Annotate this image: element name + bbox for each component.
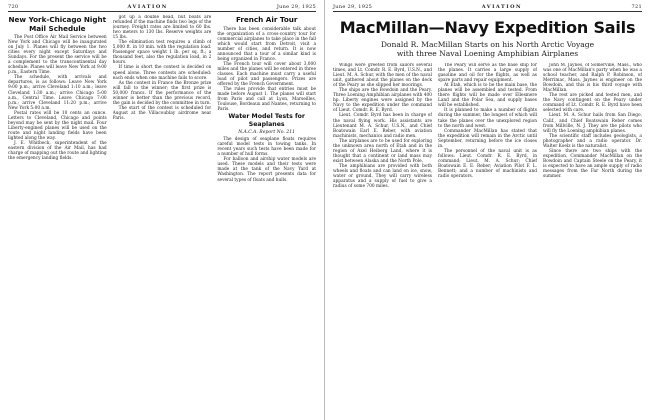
feature-subtitle [333,40,642,58]
paragraph: For balloon and airship water models are used. These models and their tests were made at the tank of the Navy Yard at Washington. The report presents data for several types of floats and hulls. [217,157,317,183]
paragraph: John M. Jaynes, of Somerville, Mass., who was one of MacMillan's party when he was a school teacher, and Ralph P. Robinson, of Merrimac, Mass. Jaynes is engineer on the Bowdoin, and this is his third voyage with MacMillan. [543,63,642,94]
paragraph: The rules provide that entries must be made before August 1. The planes will start from Paris and call at Lyon, Marseilles, Toulouse, Bordeaux and Nantes, returning to Paris. [217,87,317,113]
running-header-left [8,4,316,12]
paragraph: The amphibians are provided with both wheels and floats and can land on ice, snow, water or ground. They will carry wireless apparatus and a supply of fuel to give a radius of some 700 miles. [333,163,432,190]
feature-title: MacMillan—Navy Expedition Sails [339,18,636,37]
paragraph: J. E. Whitbeck, superintendent of the eastern division of the Air Mail, has had charge of mapping out the route and lighting the emergency landing fields. [8,140,107,162]
paragraph: The personnel of the naval unit is as follows: Lieut. Comdr. R. E. Byrd, in command; Lieut. M. A. Schur; Chief Boatswain E. E. Reber; Aviation Pilot F. L. Bennett; and a number of machinists and radio operators. [438,148,537,180]
left-column-3 [217,15,316,420]
paragraph: The elimination test requires a climb of 5,000 ft. in 10 min. with the regulation load. Passenger space weight 1 lb. per sq. ft.; a thousand feet, also the regulation load, in 2 hours. [112,40,212,66]
paragraph: Postal rates will be 10 cents an ounce. Letters to Cleveland, Chicago and points beyond may be sent by the night mail. Four Liberty-engined planes will be used on the route and night landing fields have been lighted along the way. [8,110,107,141]
paragraph: Commander MacMillan has stated that the expedition will remain in the Arctic until September, returning before the ice closes in. [438,128,537,149]
paragraph: The airplanes are to be used for exploring the unknown area north of Etah and in the region of Axel Heiberg Land, where it is thought that a continent or land mass may exist between Alaska and the North Pole. [333,138,432,164]
right-page [325,0,650,420]
paragraph: The ships are the Bowdoin and the Peary. Three Loening Amphibian airplanes with 400 hp. Liberty engines were assigned by the Navy to the expedition under the command of Lieut. Comdr. R. E. Byrd. [333,88,432,114]
paragraph: The Post Office Air Mail Service between New York and Chicago will be inaugurated on July 1. Planes will fly between the two cities every night except Saturdays and Sundays. For the present the service will be a complement to the transcontinental day schedule. Planes will leave New York at 9:00 p.m., Eastern Time. [8,35,107,76]
report-byline: N.A.C.A. Report No. 211 [238,130,296,136]
running-header-right [333,4,642,12]
paragraph: At Etah, which is to be the main base, the planes will be assembled and tested. From there flights will be made over Ellesmere Land and the Polar Sea, and supply bases will be established. [438,83,537,109]
paragraph: Since there are two ships with the expedition, Commander MacMillan on the Bowdoin and Captain Steele on the Peary, it is expected to have an ample supply of radio messages from the Far North during the summer. [543,148,642,180]
paragraph: It is planned to make a number of flights during the summer, the longest of which will take the planes over the unexplored region to the north and west. [438,108,537,129]
subtitle-line-1: Donald R. MacMillan Starts on his North Arctic Voyage [380,40,595,49]
paragraph: got up a double head, but boats are refunded if the machine finds two legs of the journey. Freight rates are limited to 60 lbs. two meters to 130 lbs. Reserve weights are 15 lbs. [112,15,212,41]
subtitle-line-2: with three Naval Loening Amphibian Airplanes [396,49,579,58]
paragraph: If time is short the contest is decided on speed alone. Three contests are scheduled: each ends when one machine fails to score. [112,65,212,81]
paragraph: The rest are picked and tested men, and the Navy contingent on the Peary under command of Lt. Comdr. R. E. Byrd have been selected with care. [543,93,642,114]
paragraph: As the contest in France the Bronze prize will fall to the winner; the first prize is 50,000 francs. If the performance of the winner is better than the previous record, the gain is decided by the committee in turn. [112,80,212,106]
paragraph: The French tour will cover about 3,000 miles and the planes will be entered in three classes. Each machine must carry a useful load of pilot and passengers. Prizes are offered by the French Government. [217,61,317,88]
running-title: AVIATION [481,4,523,10]
page-number: 720 [8,4,19,10]
article-headline: Water Model Tests for Seaplanes [228,113,305,128]
left-column-1 [8,15,107,420]
paragraph: Lieut. Comdr. Byrd has been in charge of the naval flying work. His assistants are Lieutenant M. A. Schur, U.S.N., and Chief Boatswain Earl E. Reber, with aviation machinists, mechanics and radio men. [333,113,432,139]
running-date: June 29, 1925 [276,4,316,10]
right-column-2 [438,63,537,420]
paragraph: The scientific staff includes geologists, a photographer and a radio operator. Dr. Walter Koelz is the naturalist. [543,133,642,149]
article-headline: French Air Tour [235,15,298,24]
paragraph: The Peary will serve as the base ship for the planes. It carries a large supply of gasoline and oil for the flights, as well as spare parts and repair equipment. [438,63,537,84]
right-column-1 [333,63,432,420]
article-headline: New York-Chicago Night Mail Schedule [8,15,107,33]
paragraph: Lieut. M. A. Schur hails from San Diego, Calif., and Chief Boatswain Reber comes from Millville, N. J. They are the pilots who will fly the Loening amphibian planes. [543,113,642,134]
paragraph: Wings were greeted from sailors several times, and Lt. Comdr. R. E. Byrd, U.S.N., and Lieut. M. A. Schur, with the men of the naval unit, gathered about the planes on the deck of the Peary as she slipped her moorings. [333,63,432,89]
running-date: June 29, 1925 [333,4,373,10]
page-number: 721 [631,4,642,10]
left-column-2 [113,15,212,420]
right-column-3 [543,63,642,420]
right-columns [333,63,642,420]
paragraph: The schedule, with arrivals and departures, is as follows: Leave New York 9:00 p.m.; arrive Cleveland 1:10 a.m.; leave Cleveland 1:30 a.m.; arrive Chicago 5:00 a.m., Central Time. Leave Chicago 7:00 p.m.; arrive Cleveland 11:20 p.m.; arrive New York 5:00 a.m. [8,75,107,111]
left-columns [8,15,316,420]
paragraph: The start of the contest is scheduled for August at the Villacoublay airdrome near Paris. [112,105,212,121]
paragraph: The design of seaplane floats requires careful model tests in towing tanks. In recent years such tests have been made for a number of hull forms. [217,137,317,158]
running-title: AVIATION [127,4,168,10]
paragraph: There has been considerable talk about the organization of a cross-country tour for commercial airplanes to take place in the fall which would start from Detroit, visit a number of cities, and return. It is now announced that a tour of a similar kind is being organized in France. [217,26,317,62]
